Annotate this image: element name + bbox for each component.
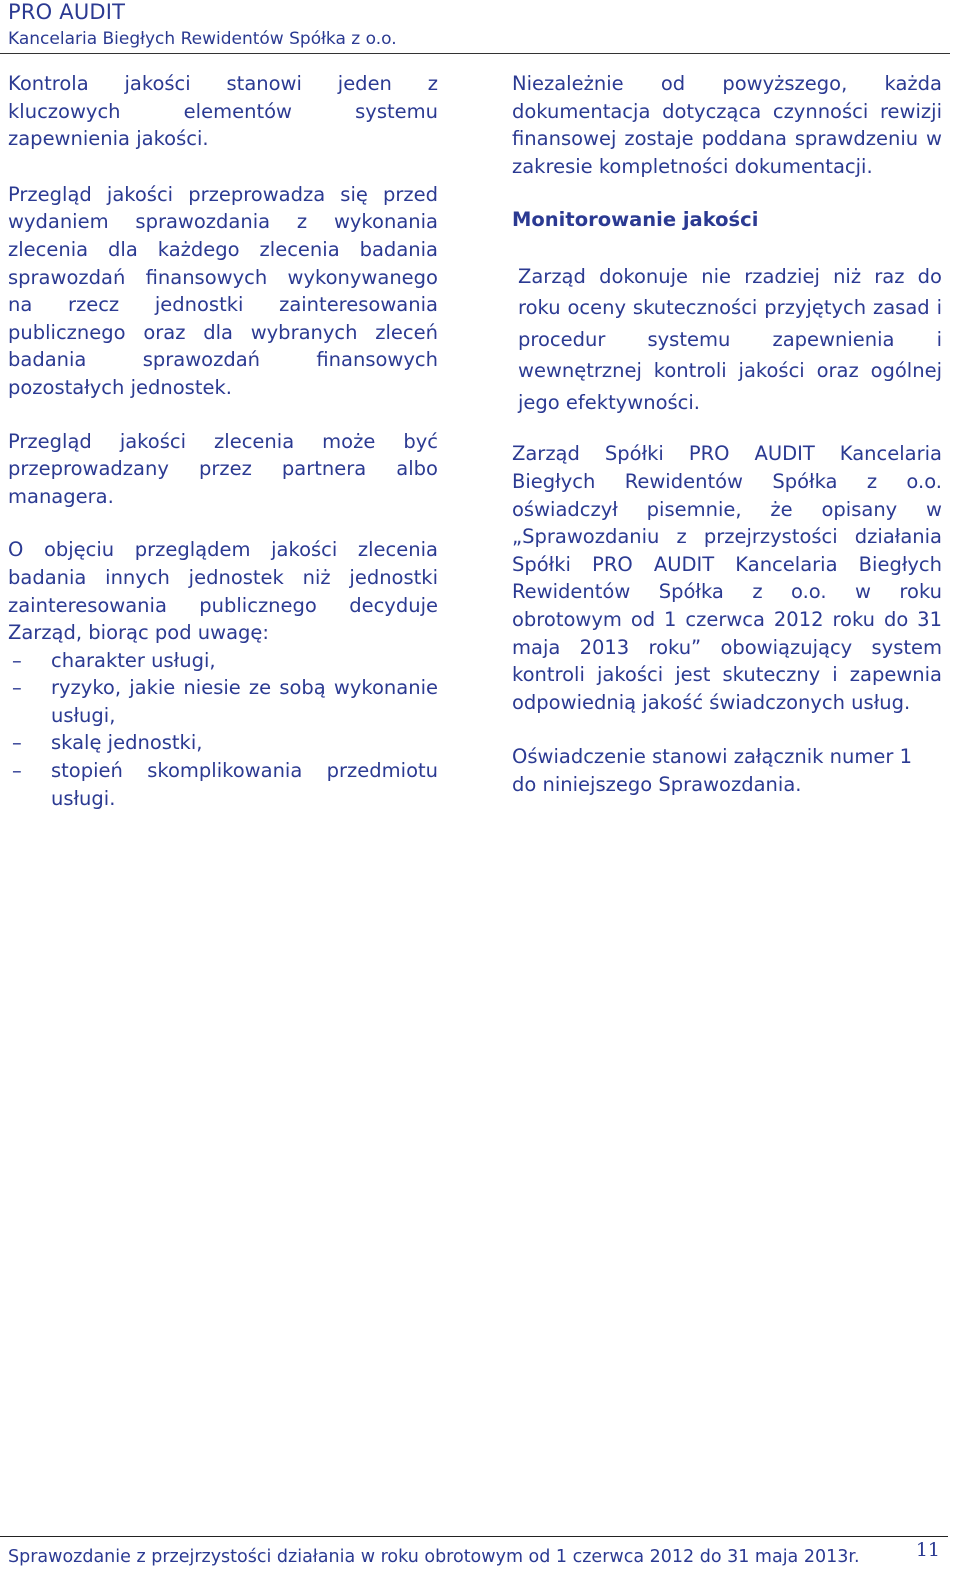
dash-bullet: – [12, 648, 22, 672]
list-item: – skalę jednostki, [8, 729, 438, 757]
left-column [8, 70, 438, 812]
page-header [8, 0, 948, 50]
footer-report-title: Sprawozdanie z przejrzystości działania w roku obrotowym od 1 czerwca 2012 do 31 maja 2013r. [8, 1547, 860, 1567]
criteria-list [8, 647, 438, 813]
paragraph-review-decision: O objęciu przeglądem jakości zlecenia badania innych jednostek niż jednostki zainteresowania publicznego decyduje Zarząd, biorąc pod uwagę: [8, 538, 438, 645]
company-brand: PRO AUDIT [8, 0, 126, 24]
dash-bullet: – [12, 731, 22, 755]
list-item: – ryzyko, jakie niesie ze sobą wykonanie usługi, [12, 676, 438, 727]
section-heading-monitoring: Monitorowanie jakości [512, 208, 759, 232]
paragraph-quality-control: Kontrola jakości stanowi jeden z kluczowych elementów systemu zapewnienia jakości. [8, 72, 438, 151]
dash-bullet: – [12, 759, 22, 783]
paragraph-review-by-partner: Przegląd jakości zlecenia może być przeprowadzany przez partnera albo managera. [8, 429, 438, 508]
paragraph-attachment-note: Oświadczenie stanowi załącznik numer 1 do niniejszego Sprawozdania. [512, 745, 912, 796]
paragraph-annual-assessment: Zarząd dokonuje nie rzadziej niż raz do roku oceny skuteczności przyjętych zasad i procedur systemu zapewnienia i wewnętrznej kontroli jakości oraz ogólnej jego efektywności. [518, 264, 942, 414]
page-footer [0, 1536, 948, 1567]
paragraph-board-statement: Zarząd Spółki PRO AUDIT Kancelaria Biegłych Rewidentów Spółka z o.o. oświadczył pisemnie, że opisany w „Sprawozdaniu z przejrzystości działania Spółki PRO AUDIT Kancelaria Biegłych Rewidentów Spółka z o.o. w roku obrotowym od 1 czerwca 2012 roku do 31 maja 2013 roku” obowiązujący system kontroli jakości jest skuteczny i zapewnia odpowiednią jakość świadczonych usług. [512, 442, 942, 714]
list-item: – charakter usługi, [8, 647, 438, 675]
paragraph-quality-review: Przegląd jakości przeprowadza się przed wydaniem sprawozdania z wykonania zlecenia dla każdego zlecenia badania sprawozdań finansowych wykonywanego na rzecz jednostki zainteresowania publicznego oraz dla wybranych zleceń badania sprawozdań finansowych pozostałych jednostek. [8, 182, 438, 399]
header-divider [0, 53, 950, 54]
dash-bullet: – [12, 676, 22, 700]
paragraph-documentation-check: Niezależnie od powyższego, każda dokumentacja dotycząca czynności rewizji finansowej zostaje poddana sprawdzeniu w zakresie kompletności dokumentacji. [512, 72, 942, 178]
page-number: 11 [915, 1539, 940, 1561]
right-column [512, 70, 942, 799]
list-item: – stopień skomplikowania przedmiotu usługi. [12, 759, 438, 810]
company-subtitle: Kancelaria Biegłych Rewidentów Spółka z o.o. [8, 29, 397, 49]
